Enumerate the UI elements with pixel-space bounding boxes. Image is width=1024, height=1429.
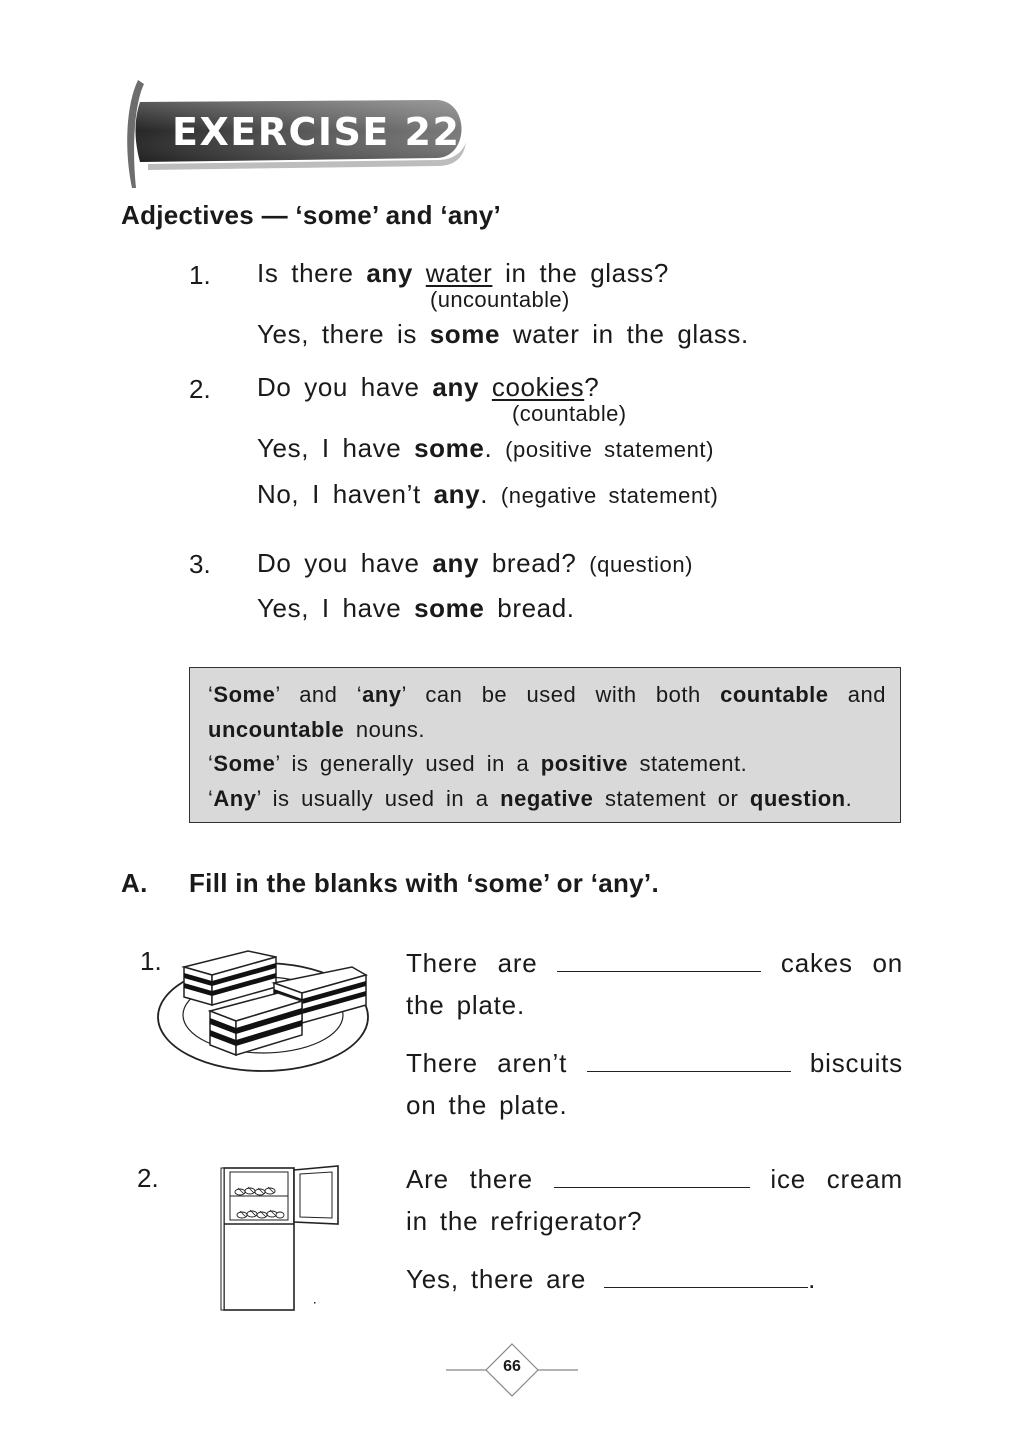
- question-line: There are cakes on: [406, 948, 904, 978]
- example-number: 2.: [189, 374, 211, 404]
- example-answer: Yes, I have some. (positive statement): [257, 433, 715, 463]
- question-line: the plate.: [406, 990, 525, 1020]
- exercise-banner: [118, 80, 478, 190]
- page-number: 66: [503, 1358, 521, 1375]
- question-line: Yes, there are .: [406, 1264, 817, 1294]
- question-number: 2.: [137, 1163, 159, 1193]
- answer-blank[interactable]: [587, 1049, 791, 1072]
- question-line: There aren’t biscuits: [406, 1048, 903, 1078]
- example-answer: Yes, there is some water in the glass.: [257, 319, 749, 349]
- example-question: Do you have any cookies?: [257, 372, 600, 402]
- page-number-badge: [446, 1342, 578, 1398]
- rule-line: ‘Any’ is usually used in a negative statement or question.: [208, 785, 853, 811]
- rule-line: ‘Some’ and ‘any’ can be used with both countable and: [208, 682, 887, 707]
- example-note: (uncountable): [430, 287, 570, 312]
- section-letter: A.: [121, 868, 148, 898]
- example-answer: Yes, I have some bread.: [257, 593, 575, 623]
- example-note: (countable): [512, 401, 627, 426]
- exercise-title: EXERCISE 22: [172, 110, 461, 154]
- rule-line: uncountable nouns.: [208, 716, 425, 742]
- question-line: Are there ice cream: [406, 1164, 903, 1194]
- section-instruction: Fill in the blanks with ‘some’ or ‘any’.: [189, 868, 659, 898]
- example-question: Is there any water in the glass?: [257, 258, 669, 288]
- grammar-rules-box: [189, 667, 901, 823]
- example-question: Do you have any bread? (question): [257, 548, 694, 578]
- section-heading: [121, 868, 659, 899]
- example-number: 3.: [189, 549, 211, 579]
- question-line: on the plate.: [406, 1090, 568, 1120]
- question-line: in the refrigerator?: [406, 1206, 643, 1236]
- answer-blank[interactable]: [554, 1165, 750, 1188]
- answer-blank[interactable]: [557, 949, 761, 972]
- answer-blank[interactable]: [604, 1265, 808, 1288]
- lesson-subtitle: Adjectives — ‘some’ and ‘any’: [121, 200, 502, 230]
- cakes-on-plate-icon: [156, 945, 376, 1075]
- example-number: 1.: [189, 260, 211, 290]
- rule-line: ‘Some’ is generally used in a positive statement.: [208, 751, 748, 776]
- question-number: 1.: [140, 946, 162, 976]
- refrigerator-icon: [218, 1164, 342, 1314]
- example-answer: No, I haven’t any. (negative statement): [257, 479, 719, 509]
